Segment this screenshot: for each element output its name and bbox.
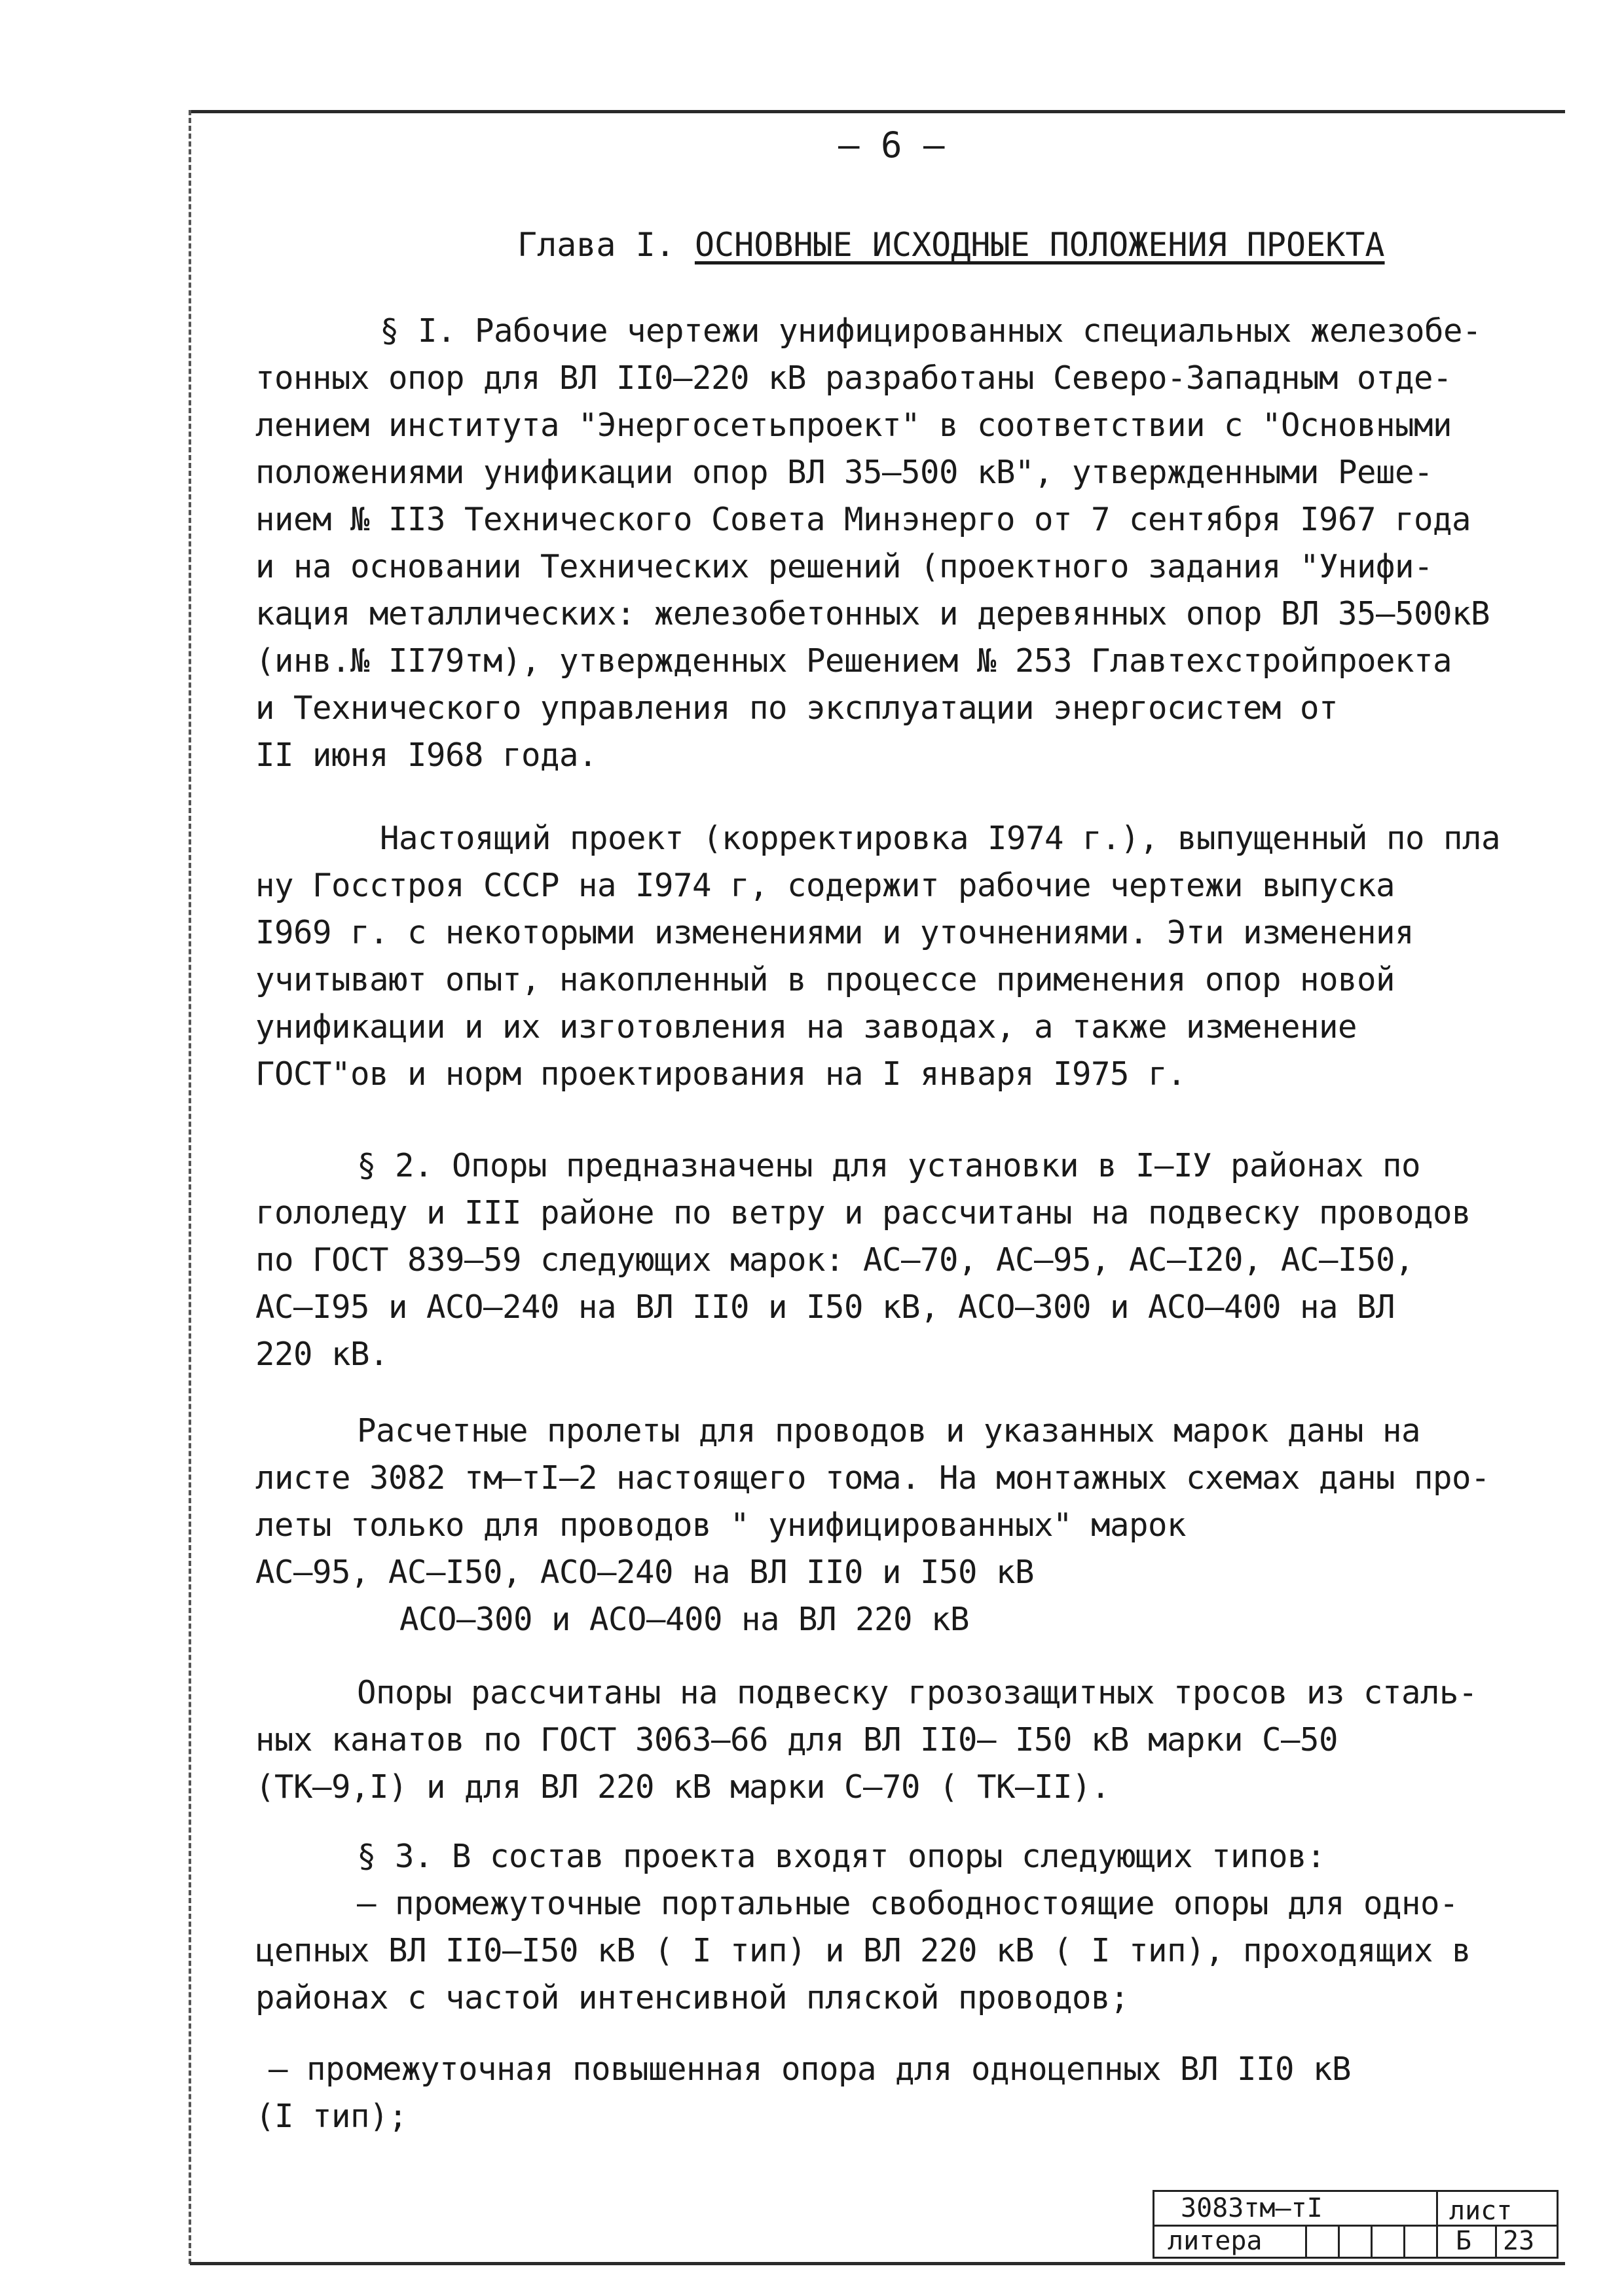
text-line: ГОСТ"ов и норм проектирования на I января I975 г.: [255, 1055, 1187, 1093]
text-line: (I тип);: [255, 2098, 408, 2135]
text-line: ну Госстроя СССР на I974 г, содержит рабочие чертежи выпуска: [255, 867, 1395, 904]
text-line: тонных опор для ВЛ II0–220 кВ разработаны Северо-Западным отде-: [255, 359, 1452, 397]
chapter-prefix: Глава I.: [517, 226, 675, 264]
stamp-divider: [1371, 2225, 1373, 2257]
text-line: цепных ВЛ II0–I50 кВ ( I тип) и ВЛ 220 кВ ( I тип), проходящих в: [255, 1932, 1471, 1969]
text-line: кация металлических: железобетонных и деревянных опор ВЛ 35–500кВ: [255, 595, 1490, 632]
stamp-divider: [1403, 2225, 1405, 2257]
chapter-heading: [517, 226, 1385, 264]
text-line: 220 кВ.: [255, 1336, 389, 1373]
text-line: по ГОСТ 839–59 следующих марок: АС–70, АС–95, АС–I20, АС–I50,: [255, 1241, 1414, 1279]
text-line: АСО–300 и АСО–400 на ВЛ 220 кВ: [399, 1601, 970, 1638]
text-line: (инв.№ II79тм), утвержденных Решением № 253 Главтехстройпроекта: [255, 642, 1452, 680]
title-block-stamp: [1153, 2190, 1559, 2259]
frame-left-border: [189, 110, 191, 2264]
text-line: учитывают опыт, накопленный в процессе применения опор новой: [255, 961, 1395, 998]
chapter-title: ОСНОВНЫЕ ИСХОДНЫЕ ПОЛОЖЕНИЯ ПРОЕКТА: [694, 226, 1385, 264]
stamp-divider: [1305, 2225, 1307, 2257]
text-line: положениями унификации опор ВЛ 35–500 кВ", утвержденными Реше-: [255, 454, 1433, 491]
text-line: ных канатов по ГОСТ 3063–66 для ВЛ II0– I50 кВ марки С–50: [255, 1721, 1338, 1758]
text-line: – промежуточная повышенная опора для одноцепных ВЛ II0 кВ: [268, 2050, 1352, 2088]
text-line: § 2. Опоры предназначены для установки в I–IУ районах по: [357, 1147, 1421, 1184]
text-line: леты только для проводов " унифицированных" марок: [255, 1506, 1187, 1544]
text-line: гололеду и III районе по ветру и рассчитаны на подвеску проводов: [255, 1194, 1471, 1231]
stamp-litera-label: литера: [1168, 2226, 1263, 2256]
stamp-divider: [1495, 2225, 1497, 2257]
text-line: II июня I968 года.: [255, 737, 598, 774]
stamp-divider: [1436, 2192, 1438, 2257]
text-line: Настоящий проект (корректировка I974 г.), выпущенный по пла: [380, 820, 1501, 857]
text-line: I969 г. с некоторыми изменениями и уточнениями. Эти изменения: [255, 914, 1414, 951]
text-line: АС–I95 и АСО–240 на ВЛ II0 и I50 кВ, АСО–300 и АСО–400 на ВЛ: [255, 1288, 1395, 1326]
stamp-sheet-label: лист: [1449, 2196, 1513, 2226]
text-line: (ТК–9,I) и для ВЛ 220 кВ марки С–70 ( ТК–II).: [255, 1768, 1111, 1806]
stamp-divider: [1338, 2225, 1340, 2257]
text-line: § I. Рабочие чертежи унифицированных специальных железобе-: [380, 312, 1482, 350]
frame-top-border: [190, 110, 1565, 113]
stamp-litera-value: Б: [1456, 2226, 1472, 2256]
text-line: и Технического управления по эксплуатации энергосистем от: [255, 689, 1338, 727]
text-line: АС–95, АС–I50, АСО–240 на ВЛ II0 и I50 кВ: [255, 1554, 1035, 1591]
text-line: Расчетные пролеты для проводов и указанных марок даны на: [357, 1412, 1421, 1449]
page-number: – 6 –: [838, 124, 945, 166]
stamp-sheet-number: 23: [1503, 2226, 1535, 2256]
text-line: районах с частой интенсивной пляской проводов;: [255, 1979, 1130, 2016]
text-line: нием № II3 Технического Совета Минэнерго от 7 сентября I967 года: [255, 501, 1471, 538]
text-line: листе 3082 тм–тI–2 настоящего тома. На монтажных схемах даны про-: [255, 1459, 1490, 1497]
text-line: – промежуточные портальные свободностоящие опоры для одно-: [357, 1885, 1459, 1922]
text-line: Опоры рассчитаны на подвеску грозозащитных тросов из сталь-: [357, 1674, 1478, 1711]
text-line: и на основании Технических решений (проектного задания "Унифи-: [255, 548, 1433, 585]
text-line: унификации и их изготовления на заводах, а также изменение: [255, 1008, 1357, 1046]
stamp-doc-code: 3083тм–тI: [1181, 2193, 1323, 2223]
text-line: § 3. В состав проекта входят опоры следующих типов:: [357, 1838, 1326, 1875]
text-line: лением института "Энергосетьпроект" в соответствии с "Основными: [255, 407, 1452, 444]
frame-bottom-border: [190, 2262, 1565, 2265]
